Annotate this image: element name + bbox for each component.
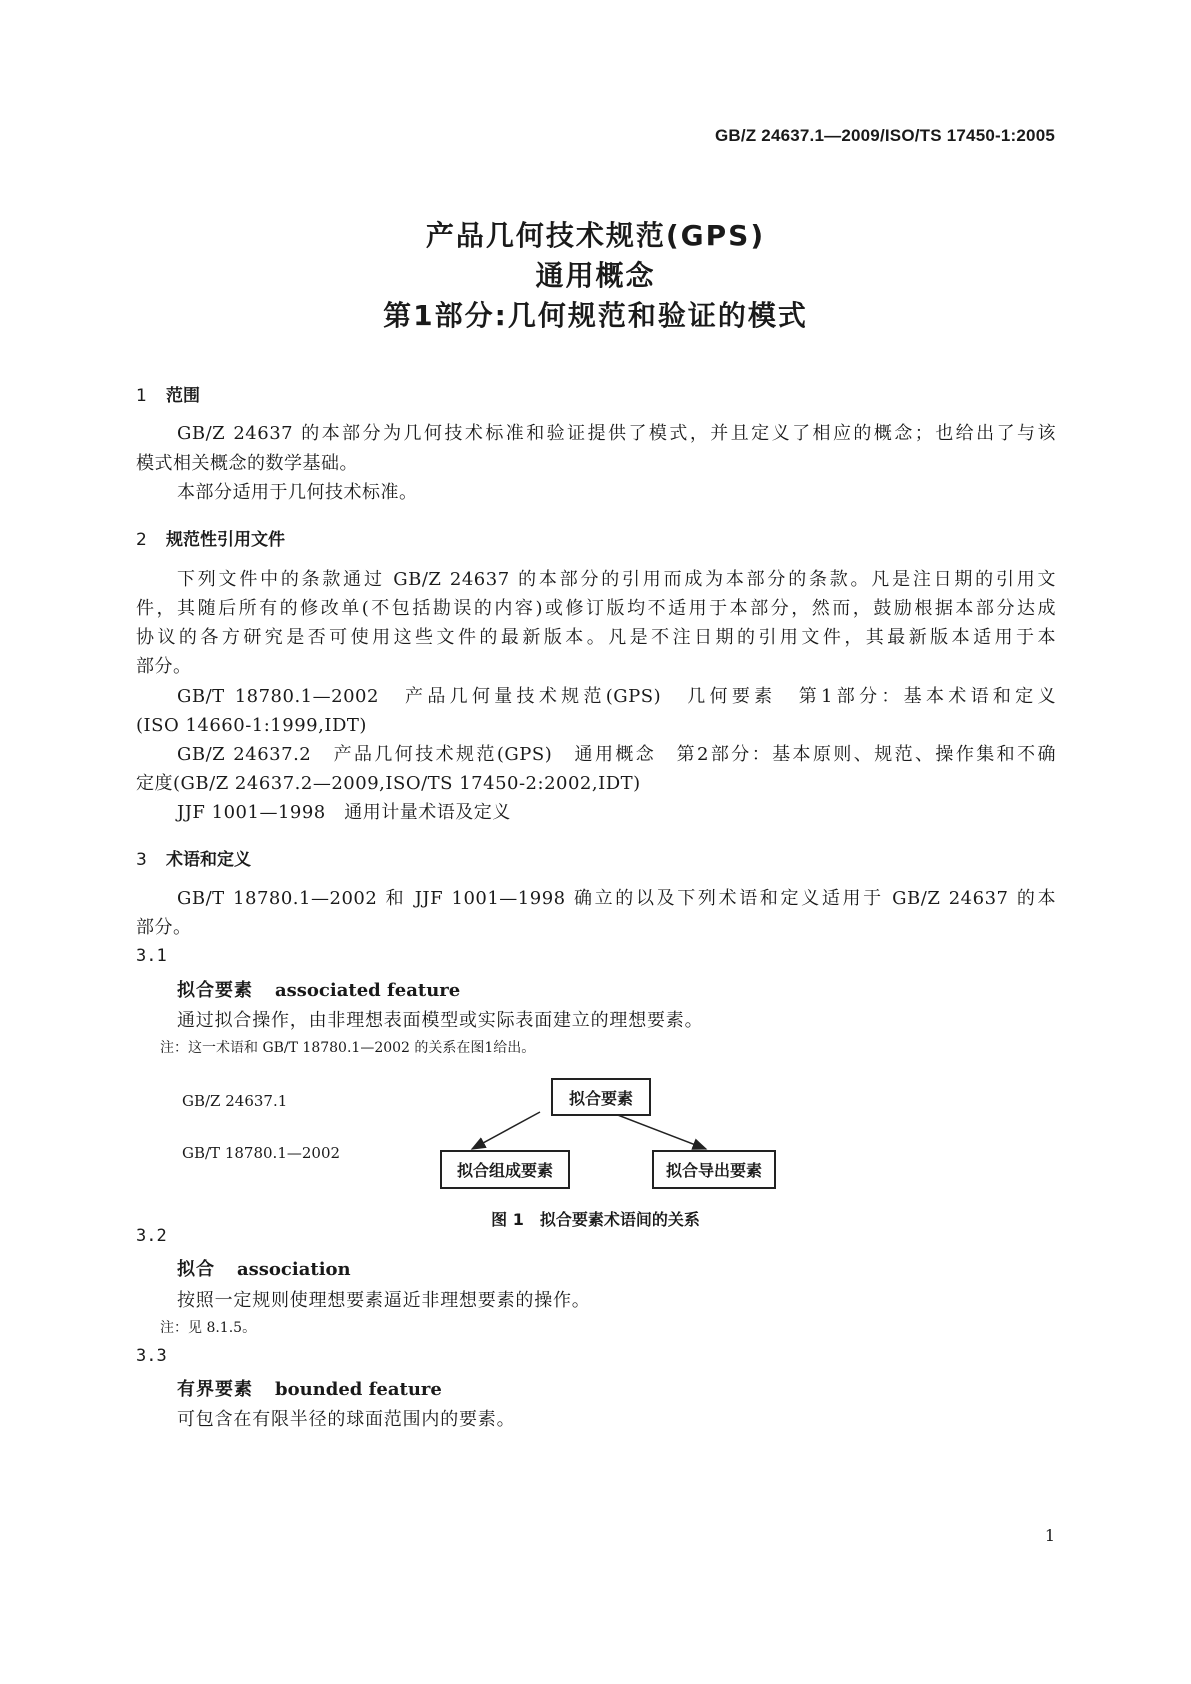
- figure-1-box-associated-integral-feature: 拟合组成要素: [440, 1150, 570, 1189]
- ref1-line-1: GB/T 18780.1—2002 产品几何量技术规范(GPS) 几何要素 第1部分：基本术语和定义: [177, 686, 1056, 707]
- arrow-to-right-box: [610, 1112, 706, 1149]
- s2-p1-line-2: 件，其随后所有的修改单(不包括勘误的内容)或修订版均不适用于本部分，然而，鼓励根据本部分达成: [136, 598, 1056, 619]
- clause-3-3-term-zh: 有界要素: [177, 1379, 253, 1400]
- figure-1-box-associated-feature: 拟合要素: [551, 1078, 651, 1116]
- s1-p1-line-2: 模式相关概念的数学基础。: [136, 453, 358, 474]
- arrow-to-left-box: [472, 1112, 540, 1149]
- clause-3-1-term-en: associated feature: [275, 980, 461, 1001]
- clause-3-2-note: 注：见 8.1.5。: [160, 1320, 257, 1336]
- ref2-line-2: 定度(GB/Z 24637.2—2009,ISO/TS 17450-2:2002,IDT): [136, 773, 641, 794]
- s3-p1-line-2: 部分。: [136, 917, 192, 938]
- ref1-line-2: (ISO 14660-1:1999,IDT): [136, 715, 367, 736]
- clause-3-2-term: [177, 1255, 351, 1281]
- clause-3-2-term-zh: 拟合: [177, 1259, 215, 1280]
- title-line-2: 通用概念: [535, 259, 656, 292]
- section-1-paragraph-2: 本部分适用于几何技术标准。: [177, 482, 418, 503]
- s2-p1-line-3: 协议的各方研究是否可使用这些文件的最新版本。凡是不注日期的引用文件，其最新版本适用于本: [136, 627, 1056, 648]
- figure-1-std-top: GB/Z 24637.1: [182, 1092, 288, 1110]
- clause-3-3-number: 3.3: [136, 1346, 167, 1366]
- section-2-number: 2: [136, 530, 147, 550]
- clause-3-3-term: [177, 1375, 442, 1401]
- clause-3-1-number: 3.1: [136, 946, 167, 966]
- title-line-3: 第1部分:几何规范和验证的模式: [383, 299, 808, 332]
- figure-1-std-bottom: GB/T 18780.1—2002: [182, 1144, 341, 1162]
- figure-1-caption: 图 1 拟合要素术语间的关系: [491, 1210, 700, 1229]
- clause-3-1-definition: 通过拟合操作，由非理想表面模型或实际表面建立的理想要素。: [177, 1010, 704, 1031]
- section-1-number: 1: [136, 386, 147, 406]
- s1-p1-line-1: GB/Z 24637 的本部分为几何技术标准和验证提供了模式，并且定义了相应的概念；也给出了与该: [177, 423, 1056, 444]
- standard-number-header: GB/Z 24637.1—2009/ISO/TS 17450-1:2005: [714, 126, 1055, 145]
- clause-3-1-term-zh: 拟合要素: [177, 980, 253, 1001]
- s3-p1-line-1: GB/T 18780.1—2002 和 JJF 1001—1998 确立的以及下列术语和定义适用于 GB/Z 24637 的本: [177, 888, 1056, 909]
- section-3-number: 3: [136, 850, 147, 870]
- title-line-1: 产品几何技术规范(GPS): [425, 219, 766, 252]
- clause-3-2-number: 3.2: [136, 1226, 167, 1246]
- ref2-line-1: GB/Z 24637.2 产品几何技术规范(GPS) 通用概念 第2部分：基本原则、规范、操作集和不确: [177, 744, 1056, 765]
- section-2-title: 规范性引用文件: [166, 530, 285, 550]
- clause-3-1-note: 注：这一术语和 GB/T 18780.1—2002 的关系在图1给出。: [160, 1040, 536, 1056]
- reference-3: JJF 1001—1998 通用计量术语及定义: [177, 802, 511, 823]
- figure-1-box-associated-derived-feature: 拟合导出要素: [652, 1150, 776, 1189]
- section-3-title: 术语和定义: [166, 850, 251, 870]
- clause-3-3-definition: 可包含在有限半径的球面范围内的要素。: [177, 1409, 516, 1430]
- page-number: 1: [1044, 1526, 1055, 1545]
- clause-3-3-term-en: bounded feature: [275, 1379, 442, 1400]
- section-1-title: 范围: [166, 386, 200, 406]
- clause-3-2-term-en: association: [237, 1259, 351, 1280]
- s2-p1-line-4: 部分。: [136, 656, 192, 677]
- clause-3-2-definition: 按照一定规则使理想要素逼近非理想要素的操作。: [177, 1290, 591, 1311]
- s2-p1-line-1: 下列文件中的条款通过 GB/Z 24637 的本部分的引用而成为本部分的条款。凡是注日期的引用文: [177, 569, 1056, 590]
